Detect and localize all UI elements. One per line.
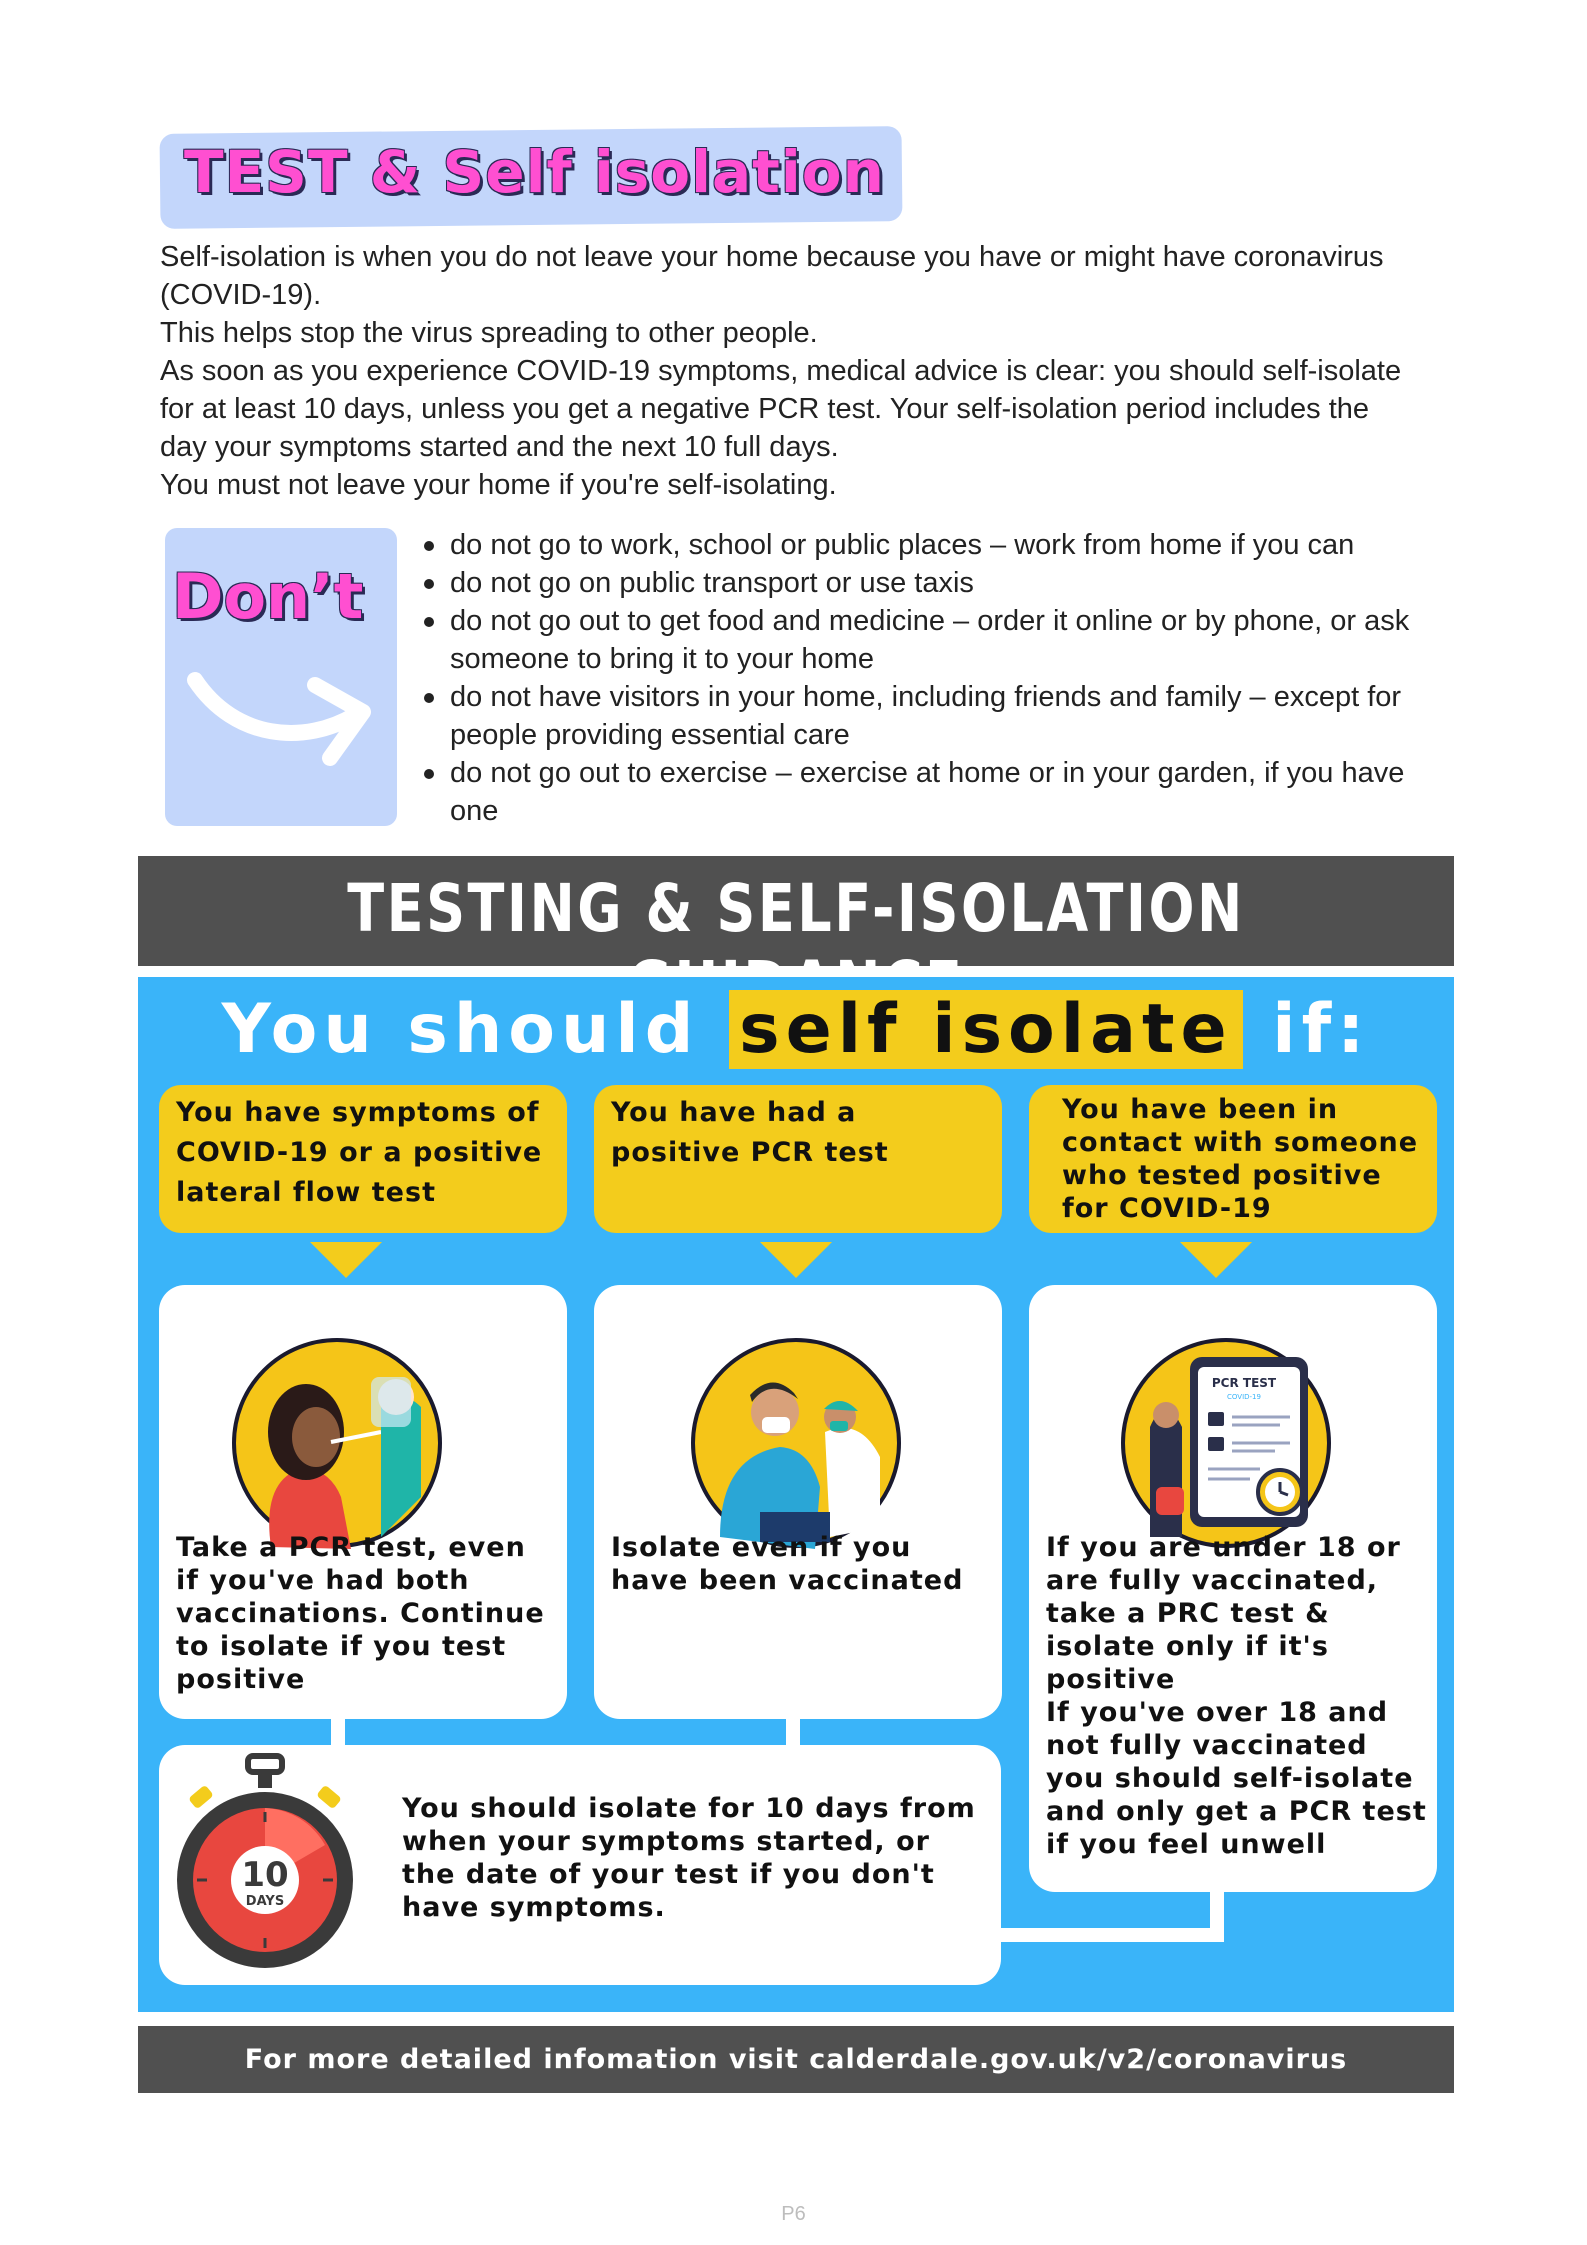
curved-arrow-icon <box>185 640 385 780</box>
list-item: do not go to work, school or public places – work from home if you can <box>420 526 1460 564</box>
dont-list <box>420 526 1460 830</box>
vaccination-illustration <box>690 1337 902 1549</box>
condition-text: You have symptoms of COVID-19 or a positive lateral flow test <box>176 1097 543 1208</box>
guidance-title: TESTING & SELF-ISOLATION <box>347 870 1245 947</box>
action-text: If you've over 18 and not fully vaccinated you should self-isolate and only get a PCR test if you feel unwell <box>1046 1697 1427 1860</box>
down-arrow-icon <box>310 1242 382 1278</box>
intro-paragraph: You must not leave your home if you're self-isolating. <box>160 469 837 501</box>
intro-paragraph: Self-isolation is when you do not leave your home because you have or might have coronavirus (COVID-19). <box>160 241 1384 311</box>
timer-number: 10 <box>241 1855 289 1895</box>
footer-link-bar[interactable]: For more detailed infomation visit calderdale.gov.uk/v2/coronavirus <box>138 2026 1454 2093</box>
timer-unit: DAYS <box>245 1894 285 1909</box>
action-text: Isolate even if you have been vaccinated <box>611 1532 964 1596</box>
down-arrow-icon <box>760 1242 832 1278</box>
action-text: Take a PCR test, even if you've had both vaccinations. Continue to isolate if you test positive <box>176 1532 545 1695</box>
down-arrow-icon <box>1180 1242 1252 1278</box>
timer-text: You should isolate for 10 days from when your symptoms started, or the date of your test if you don't have symptoms. <box>402 1793 976 1923</box>
list-item: do not have visitors in your home, including friends and family – except for people providing essential care <box>420 678 1460 754</box>
intro-paragraph: This helps stop the virus spreading to other people. <box>160 317 818 349</box>
should-prefix: You should <box>221 990 700 1069</box>
pcr-card-title: PCR TEST <box>1211 1376 1277 1390</box>
list-item: do not go on public transport or use taxis <box>420 564 1460 602</box>
pcr-card-subtitle: COVID-19 <box>1227 1393 1261 1401</box>
should-suffix: if: <box>1272 990 1371 1069</box>
dont-label: Don’t <box>172 560 364 633</box>
intro-text <box>160 238 1410 504</box>
list-item: do not go out to exercise – exercise at home or in your garden, if you have one <box>420 754 1460 830</box>
connector-line <box>990 1928 1224 1942</box>
list-item: do not go out to get food and medicine – order it online or by phone, or ask someone to bring it to your home <box>420 602 1460 678</box>
should-highlight: self isolate <box>729 990 1242 1069</box>
action-text: If you are under 18 or are fully vaccinated, take a PRC test & isolate only if it's positive <box>1046 1532 1401 1695</box>
should-heading <box>138 990 1454 1069</box>
pcr-test-card-illustration <box>1120 1337 1332 1549</box>
stopwatch-icon <box>170 1750 360 1975</box>
page-title: TEST & Self isolation <box>184 138 885 206</box>
pcr-swab-illustration <box>231 1337 443 1549</box>
condition-text: You have been in contact with someone who tested positive for COVID-19 <box>1062 1094 1419 1224</box>
intro-paragraph: As soon as you experience COVID-19 symptoms, medical advice is clear: you should self-isolate for at least 10 days, unless you get a negative PCR test. Your self-isolation period includes the day your symptoms started and the next 10 full days. <box>160 355 1402 463</box>
condition-text: You have had a positive PCR test <box>611 1097 889 1168</box>
page-number: P6 <box>781 2203 806 2225</box>
